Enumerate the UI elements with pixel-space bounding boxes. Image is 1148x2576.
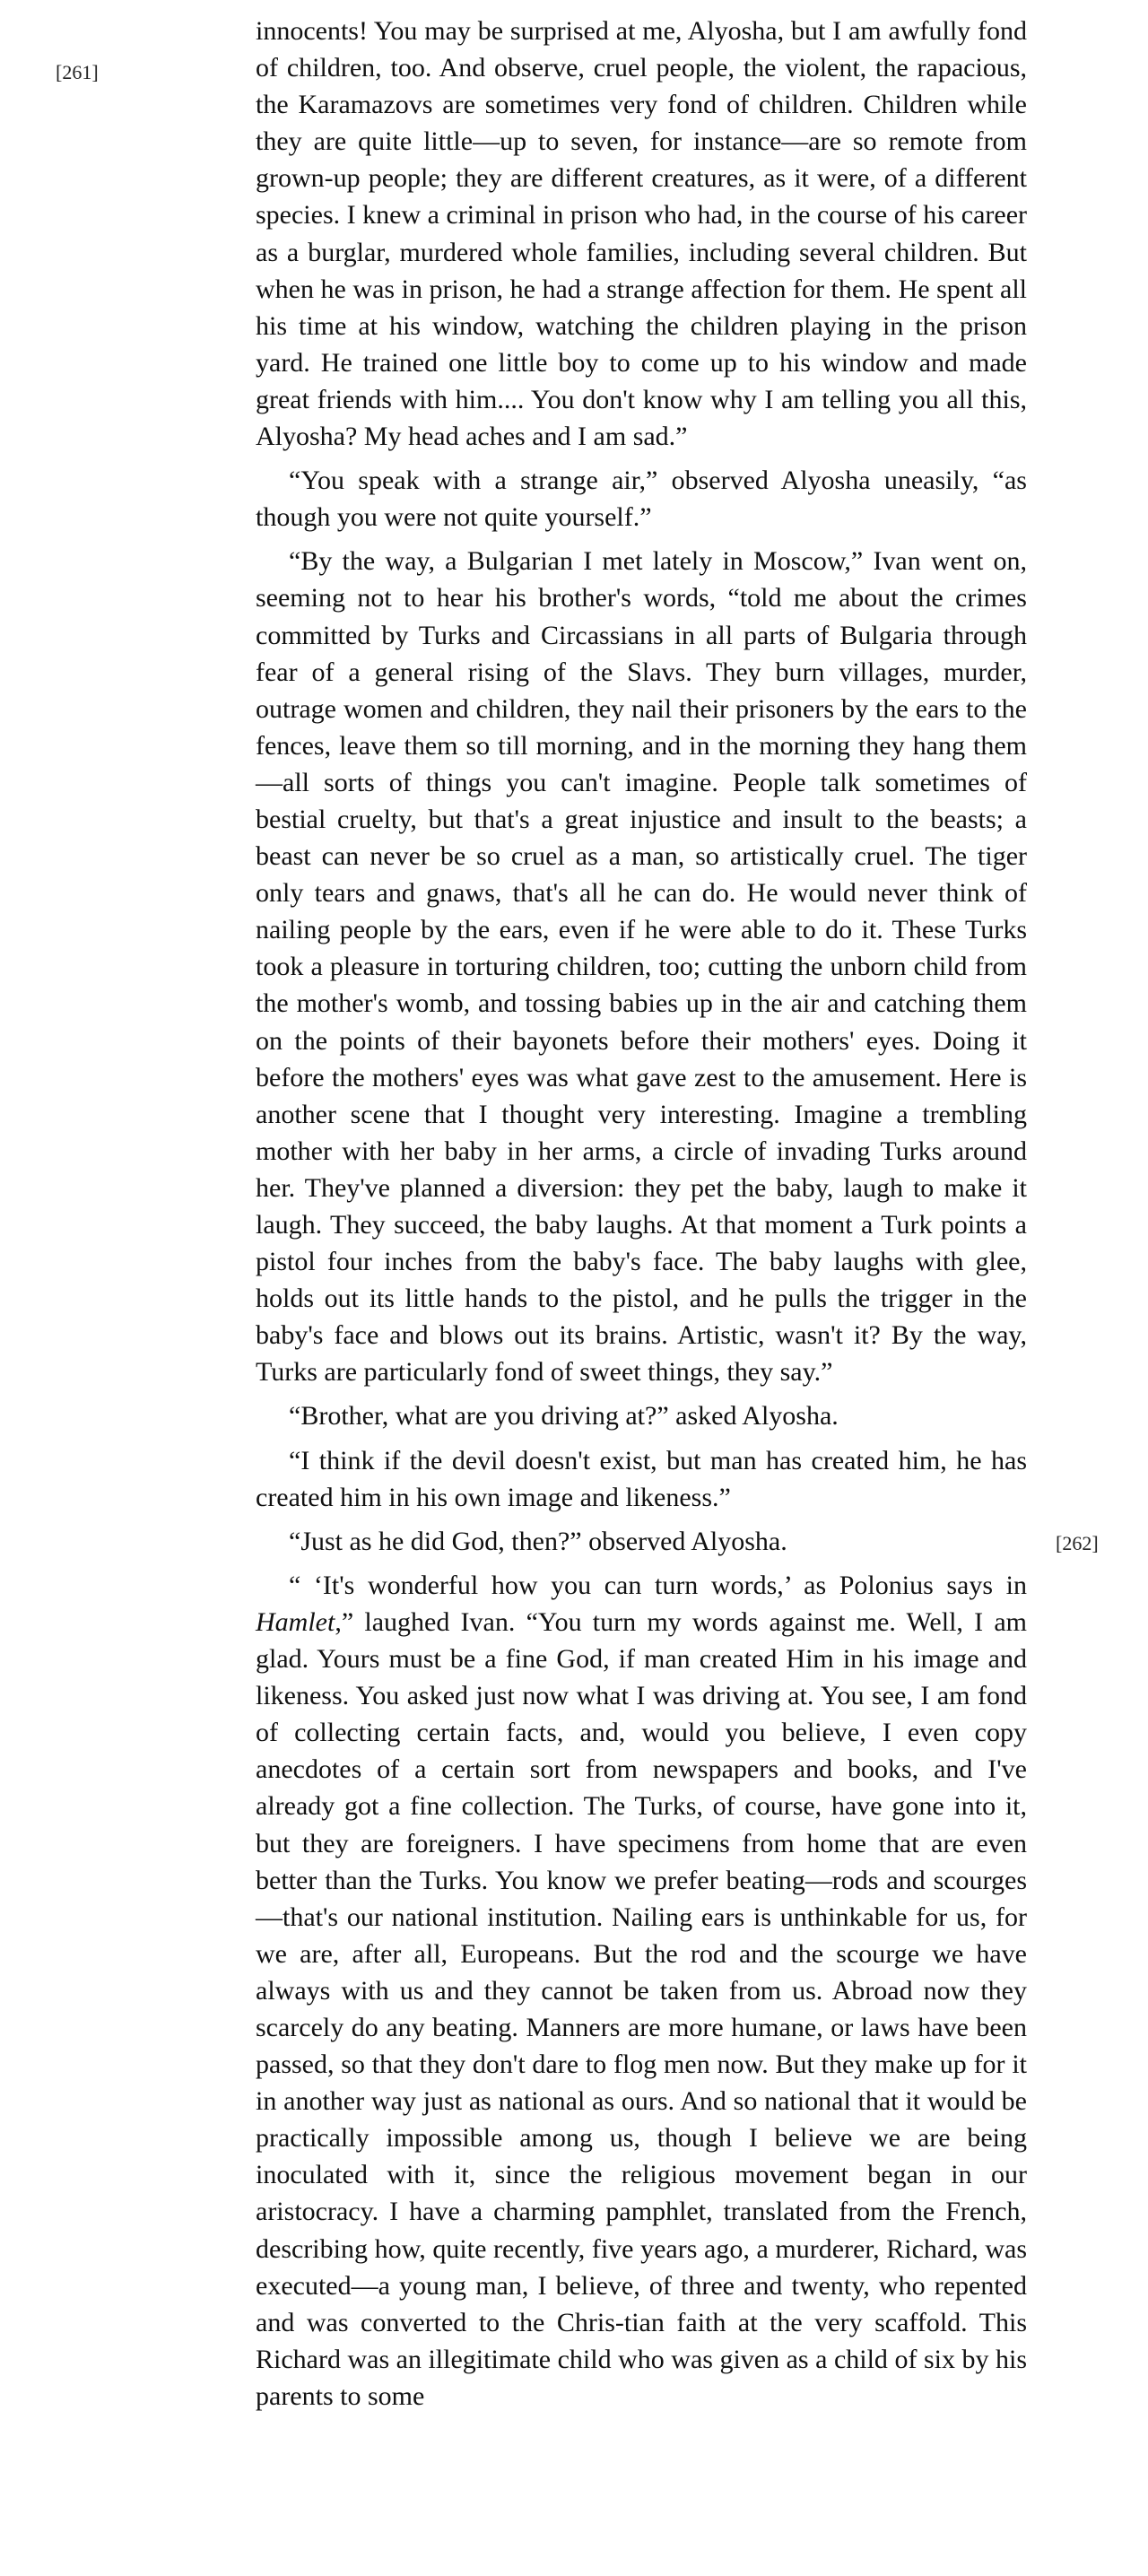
page-marker-262: [262] xyxy=(1056,1532,1099,1554)
paragraph: “Just as he did God, then?” observed Alyosha. xyxy=(289,1526,787,1556)
paragraph xyxy=(256,1567,1027,2415)
body-text xyxy=(256,13,1027,2415)
paragraph: “Brother, what are you driving at?” asked Alyosha. xyxy=(289,1401,839,1432)
book-title-hamlet: Hamlet xyxy=(256,1606,335,1637)
paragraph: “By the way, a Bulgarian I met lately in Moscow,” Ivan went on, seeming not to hear his brother's words, “told me about the crimes committed by Turks and Circassians in all parts of Bulgaria through fear of a general rising of the Slavs. They burn villages, murder, outrage women and children, they nail their prisoners by the ears to the fences, leave them so till morning, and in the morning they hang them—all sorts of things you can't imagine. People talk sometimes of bestial cruelty, but that's a great injustice and insult to the beasts; a beast can never be so cruel as a man, so artistically cruel. The tiger only tears and gnaws, that's all he can do. He would never think of nailing people by the ears, even if he were able to do it. These Turks took a pleasure in torturing children, too; cutting the unborn child from the mother's womb, and tossing babies up in the air and catching them on the points of their bayonets before their mothers' eyes. Doing it before the mothers' eyes was what gave zest to the amusement. Here is another scene that I thought very interesting. Imagine a trembling mother with her baby in her arms, a circle of invading Turks around her. They've planned a diversion: they pet the baby, laugh to make it laugh. They succeed, the baby laughs. At that moment a Turk points a pistol four inches from the baby's face. The baby laughs with glee, holds out its little hands to the pistol, and he pulls the trigger in the baby's face and blows out its brains. Artistic, wasn't it? By the way, Turks are particularly fond of sweet things, they say.” xyxy=(256,546,1027,1388)
paragraph-text: ,” laughed Ivan. “You turn my words against me. Well, I am glad. Yours must be a fine God, if man created Him in his image and likeness. You asked just now what I was driving at. You see, I am fond of collecting certain facts, and, would you believe, I even copy anecdotes of a certain sort from newspapers and books, and I've already got a fine collection. The Turks, of course, have gone into it, but they are foreigners. I have specimens from home that are even better than the Turks. You know we prefer beating—rods and scourges—that's our national institution. Nailing ears is unthinkable for us, for we are, after all, Europeans. But the rod and the scourge we have always with us and they cannot be taken from us. Abroad now they scarcely do any beating. Manners are more humane, or laws have been passed, so that they don't dare to flog men now. But they make up for it in another way just as national as ours. And so national that it would be practically impossible among us, though I believe we are being inoculated with it, since the religious movement began in our aristocracy. I have a charming pamphlet, translated from the French, describing how, quite recently, five years ago, a murderer, Richard, was executed—a young man, I believe, of three and twenty, who repented and was converted to the Chris-tian faith at the very scaffold. This Richard was an illegitimate child who was given as a child of six by his parents to some xyxy=(256,1606,1027,2411)
page-marker-261: [261] xyxy=(56,61,99,83)
paragraph: innocents! You may be surprised at me, Alyosha, but I am awfully fond of children, too. And observe, cruel people, the violent, the rapacious, the Karamazovs are sometimes very fond of children. Children while they are quite little—up to seven, for instance—are so remote from grown-up people; they are different creatures, as it were, of a different species. I knew a criminal in prison who had, in the course of his career as a burglar, murdered whole families, including several children. But when he was in prison, he had a strange affection for them. He spent all his time at his window, watching the children playing in the prison yard. He trained one little boy to come up to his window and made great friends with him.... You don't know why I am telling you all this, Alyosha? My head aches and I am sad.” xyxy=(256,16,1027,452)
paragraph: “I think if the devil doesn't exist, but man has created him, he has created him in his own image and likeness.” xyxy=(256,1445,1027,1512)
paragraph: “You speak with a strange air,” observed Alyosha uneasily, “as though you were not quite yourself.” xyxy=(256,466,1027,533)
paragraph-text: “ ‘It's wonderful how you can turn words,’ as Polonius says in xyxy=(289,1570,1027,1600)
